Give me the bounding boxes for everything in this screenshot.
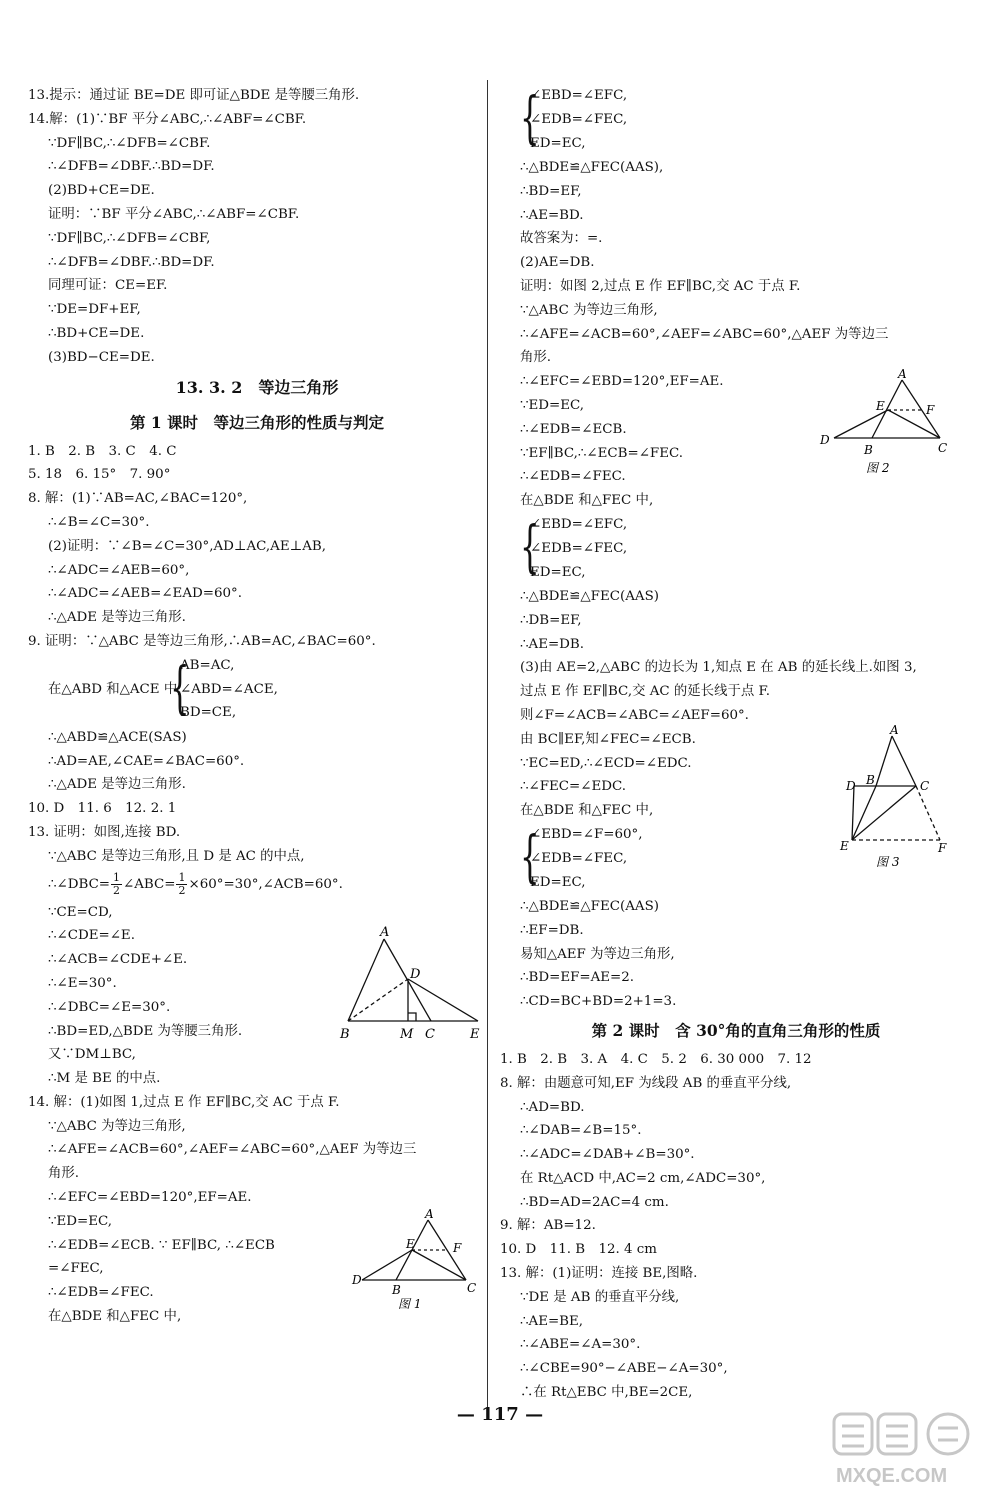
column-divider <box>487 80 488 1420</box>
answer-line: ∴△BDE≌△FEC(AAS) <box>520 898 659 914</box>
answer-line: (3)BD−CE=DE. <box>48 349 155 365</box>
answer-line: 则∠F=∠ACB=∠ABC=∠AEF=60°. <box>520 707 749 723</box>
point-label-f: F <box>938 841 947 855</box>
point-label-b: B <box>340 1027 350 1042</box>
answer-line: 13.提示：通过证 BE=DE 即可证△BDE 是等腰三角形. <box>28 88 360 103</box>
answer-line: ∵DE 是 AB 的垂直平分线, <box>520 1289 680 1305</box>
figure-caption: 图 3 <box>876 855 900 869</box>
point-label-a: A <box>425 1208 434 1221</box>
answer-line: 证明：∵BF 平分∠ABC,∴∠ABF=∠CBF. <box>48 206 300 222</box>
answer-line: 过点 E 作 EF∥BC,交 AC 的延长线于点 F. <box>520 684 770 700</box>
point-label-a: A <box>890 723 899 737</box>
text-part: ×60°=30°,∠ACB=60°. <box>188 876 343 892</box>
answer-line: ∴△BDE≌△FEC(AAS) <box>520 588 659 604</box>
left-brace: { <box>520 86 540 151</box>
answer-line: ∴AD=AE,∠CAE=∠BAC=60°. <box>48 753 245 769</box>
answer-line: ∴BD+CE=DE. <box>48 325 145 341</box>
answer-line: ∴△ABD≌△ACE(SAS) <box>48 729 187 745</box>
answer-line: ∴∠FEC=∠EDC. <box>520 779 627 795</box>
answer-line: ∴∠AFE=∠ACB=60°,∠AEF=∠ABC=60°,△AEF 为等边三 <box>520 326 889 342</box>
answer-line: ∵CE=CD, <box>48 904 113 920</box>
answer-line: ∴∠DFB=∠DBF.∴BD=DF. <box>48 159 215 175</box>
point-label-d: D <box>820 433 830 447</box>
answer-line: ∴AE=DB. <box>520 636 585 652</box>
condition: ∠EBD=∠F=60°, <box>530 826 643 842</box>
answer-line: ∴∠ACB=∠CDE+∠E. <box>48 952 188 968</box>
answer-line: 9. 证明：∵△ABC 是等边三角形,∴AB=AC,∠BAC=60°. <box>28 633 376 649</box>
answer-line: ∵DF∥BC,∴∠DFB=∠CBF, <box>48 230 211 246</box>
left-column <box>28 84 486 1329</box>
condition: ∠EDB=∠FEC, <box>530 850 628 866</box>
point-label-e: E <box>840 839 849 853</box>
fraction-denominator: 2 <box>113 883 121 897</box>
answer-line: 10. D 11. B 12. 4 cm <box>500 1242 657 1258</box>
answer-line: (2)证明：∵∠B=∠C=30°,AD⊥AC,AE⊥AB, <box>48 538 326 554</box>
answer-line: ∴BD=AD=2AC=4 cm. <box>520 1194 669 1210</box>
answer-line: ∵△ABC 是等边三角形,且 D 是 AC 的中点, <box>48 848 305 864</box>
condition: BD=CE, <box>180 705 237 721</box>
left-brace: { <box>520 514 540 580</box>
answer-line: ∴∠DBC=∠E=30°. <box>48 999 171 1015</box>
answer-line: ∴∠EDB=∠FEC. <box>520 469 626 485</box>
point-label-b: B <box>866 773 875 787</box>
answer-line: ∴CD=BC+BD=2+1=3. <box>520 994 677 1010</box>
answer-line: 同理可证：CE=EF. <box>48 278 168 294</box>
answer-line: ∴AD=BD. <box>520 1099 585 1115</box>
answer-line: =∠FEC, <box>48 1261 104 1277</box>
text-part: ∴∠DBC= <box>48 876 111 892</box>
figure-caption: 图 1 <box>398 1297 422 1311</box>
answer-line: ∴∠EFC=∠EBD=120°,EF=AE. <box>48 1190 252 1206</box>
watermark-logo <box>830 1410 990 1492</box>
condition: ED=EC, <box>530 874 586 890</box>
edge-ab <box>876 736 892 786</box>
page-number-value: 117 <box>481 1404 519 1425</box>
left-brace: { <box>520 824 540 890</box>
fraction-numerator: 1 <box>113 870 121 884</box>
point-label-e: E <box>470 1027 480 1042</box>
answer-line: ∴M 是 BE 的中点. <box>48 1071 161 1087</box>
point-label-a: A <box>898 367 907 381</box>
answer-line: 5. 18 6. 15° 7. 90° <box>28 467 171 483</box>
answer-line: ∴∠CBE=90°−∠ABE−∠A=30°, <box>520 1361 728 1377</box>
edge-de <box>852 786 854 840</box>
right-angle-mark <box>408 1013 416 1021</box>
answer-line: 在△BDE 和△FEC 中, <box>520 493 654 509</box>
point-label-a: A <box>380 925 390 940</box>
answer-line: (2)BD+CE=DE. <box>48 183 155 199</box>
fraction <box>176 872 187 897</box>
answer-line: ∴EF=DB. <box>520 922 584 938</box>
answer-line: 角形. <box>48 1166 80 1182</box>
lesson-heading: 第 2 课时 含 30°角的直角三角形的性质 <box>591 1020 881 1040</box>
condition: ∠ABD=∠ACE, <box>180 681 278 697</box>
answer-line: 8. 解：(1)∵AB=AC,∠BAC=120°, <box>28 491 248 507</box>
answer-line: ∴∠CDE=∠E. <box>48 928 135 944</box>
point-label-c: C <box>920 779 930 793</box>
fraction <box>111 872 122 897</box>
edge-ec <box>852 786 916 840</box>
answer-line: ∴∠DFB=∠DBF.∴BD=DF. <box>48 254 215 270</box>
answer-line: 故答案为：=. <box>520 231 603 247</box>
figure-1 <box>350 1208 480 1324</box>
answer-line-fraction <box>28 869 486 901</box>
edge-be <box>852 786 876 840</box>
answer-line: 在△BDE 和△FEC 中, <box>48 1309 182 1325</box>
point-label-e: E <box>406 1237 415 1251</box>
answer-line: 又∵DM⊥BC, <box>48 1047 136 1063</box>
figure-3 <box>836 722 956 878</box>
point-label-c: C <box>425 1027 435 1042</box>
condition: ED=EC, <box>530 135 586 151</box>
point-label-m: M <box>400 1027 414 1042</box>
answer-line: ∴∠EFC=∠EBD=120°,EF=AE. <box>520 374 724 390</box>
watermark-text: MXQE.COM <box>836 1465 948 1487</box>
point-label-e: E <box>876 399 885 413</box>
point-label-c: C <box>467 1281 477 1295</box>
answer-line: ∴△BDE≌△FEC(AAS), <box>520 160 664 175</box>
page-number-dash: — <box>456 1404 475 1425</box>
fraction-denominator: 2 <box>178 883 186 897</box>
congruence-conditions <box>500 513 972 585</box>
point-label-c: C <box>938 441 948 455</box>
point-label-d: D <box>846 779 856 793</box>
answer-line: ∵ED=EC, <box>520 397 585 413</box>
answer-line: ∵EC=ED,∴∠ECD=∠EDC. <box>520 755 692 771</box>
congruence-conditions <box>28 654 486 726</box>
answer-line: (3)由 AE=2,△ABC 的边长为 1,知点 E 在 AB 的延长线上.如图 3, <box>520 660 917 676</box>
point-label-b: B <box>392 1283 401 1297</box>
answer-line: ∴∠ADC=∠AEB=∠EAD=60°. <box>48 586 242 602</box>
answer-line: 1. B 2. B 3. C 4. C <box>28 443 177 459</box>
answer-line: ∵DF∥BC,∴∠DFB=∠CBF. <box>48 135 211 151</box>
answer-line: ∴AE=BE, <box>520 1313 584 1329</box>
answer-line: ∴∠AFE=∠ACB=60°,∠AEF=∠ABC=60°,△AEF 为等边三 <box>48 1142 417 1158</box>
edge-cf-dashed <box>916 786 940 840</box>
text-part: ∠ABC= <box>123 876 176 892</box>
point-label-f: F <box>926 403 935 417</box>
answer-line: ∴∠EDB=∠ECB. <box>520 421 627 437</box>
answer-line: 13. 解：(1)证明：连接 BE,图略. <box>500 1266 698 1282</box>
answer-line: 在△BDE 和△FEC 中, <box>520 803 654 819</box>
answer-line: ∴AE=BD. <box>520 207 584 223</box>
point-label-b: B <box>864 443 873 457</box>
answer-line: (2)AE=DB. <box>520 255 595 271</box>
answer-line: ∴在 Rt△EBC 中,BE=2CE, <box>520 1385 693 1401</box>
edge-ac <box>892 736 916 786</box>
condition: ∠EBD=∠EFC, <box>530 88 628 103</box>
answer-line: ∴∠ADC=∠AEB=60°, <box>48 562 190 578</box>
brace-prefix: 在△ABD 和△ACE 中, <box>48 681 182 697</box>
answer-line: 10. D 11. 6 12. 2. 1 <box>28 801 177 817</box>
point-label-d: D <box>352 1273 362 1287</box>
answer-line: ∵DE=DF+EF, <box>48 302 141 318</box>
point-label-d: D <box>410 967 421 982</box>
answer-line: ∵ED=EC, <box>48 1213 113 1229</box>
left-brace: { <box>170 655 190 721</box>
answer-line: ∴∠B=∠C=30°. <box>48 514 150 530</box>
answer-line: 证明：如图 2,过点 E 作 EF∥BC,交 AC 于点 F. <box>520 278 801 294</box>
answer-line: 角形. <box>520 350 552 366</box>
answer-line: ∴BD=ED,△BDE 为等腰三角形. <box>48 1023 243 1039</box>
condition: ∠EDB=∠FEC, <box>530 540 628 556</box>
answer-line: ∴DB=EF, <box>520 612 582 628</box>
condition: ∠EBD=∠EFC, <box>530 516 628 532</box>
answer-line: ∴∠E=30°. <box>48 975 117 991</box>
figure-caption: 图 2 <box>866 461 890 475</box>
answer-line: ∴∠ADC=∠DAB+∠B=30°. <box>520 1147 695 1163</box>
answer-line: 由 BC∥EF,知∠FEC=∠ECB. <box>520 731 696 747</box>
section-heading: 13. 3. 2 等边三角形 <box>175 377 339 397</box>
answer-line: 1. B 2. B 3. A 4. C 5. 2 6. 30 000 7. 12 <box>500 1051 812 1067</box>
answer-line: ∵△ABC 为等边三角形, <box>520 302 658 318</box>
figure-2 <box>816 366 956 486</box>
condition: ED=EC, <box>530 564 586 580</box>
answer-line: ∴△ADE 是等边三角形. <box>48 610 186 626</box>
fraction-numerator: 1 <box>178 870 186 884</box>
answer-line: 易知△AEF 为等边三角形, <box>520 946 675 962</box>
condition: AB=AC, <box>180 657 235 673</box>
answer-line: ∵EF∥BC,∴∠ECB=∠FEC. <box>520 445 684 461</box>
answer-line: ∴△ADE 是等边三角形. <box>48 777 186 793</box>
answer-line: ∴∠EDB=∠ECB. ∵ EF∥BC, ∴∠ECB <box>48 1237 275 1253</box>
answer-line: ∴BD=EF=AE=2. <box>520 970 635 986</box>
answer-line: 14.解：(1)∵BF 平分∠ABC,∴∠ABF=∠CBF. <box>28 111 307 127</box>
answer-line: ∵△ABC 为等边三角形, <box>48 1118 186 1134</box>
congruence-conditions <box>500 84 972 156</box>
page-number-dash: — <box>525 1404 544 1425</box>
answer-line: ∴BD=EF, <box>520 183 582 199</box>
lesson-heading: 第 1 课时 等边三角形的性质与判定 <box>129 412 385 432</box>
answer-line: 9. 解：AB=12. <box>500 1218 596 1234</box>
answer-line: 8. 解：由题意可知,EF 为线段 AB 的垂直平分线, <box>500 1075 792 1091</box>
answer-line: ∴∠ABE=∠A=30°. <box>520 1337 641 1353</box>
answer-line: 13. 证明：如图,连接 BD. <box>28 824 181 840</box>
point-label-f: F <box>453 1241 462 1255</box>
condition: ∠EDB=∠FEC, <box>530 111 628 127</box>
answer-line: 在 Rt△ACD 中,AC=2 cm,∠ADC=30°, <box>520 1170 766 1186</box>
figure-q13 <box>336 925 486 1049</box>
answer-line: ∴∠EDB=∠FEC. <box>48 1285 154 1301</box>
answer-line: ∴∠DAB=∠B=15°. <box>520 1123 642 1139</box>
answer-line: 14. 解：(1)如图 1,过点 E 作 EF∥BC,交 AC 于点 F. <box>28 1094 340 1110</box>
